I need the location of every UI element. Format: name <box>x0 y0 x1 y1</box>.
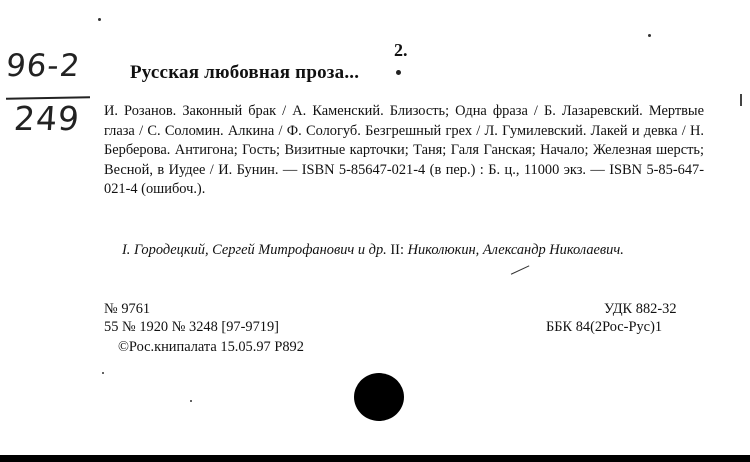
edge-mark <box>740 94 742 106</box>
added-entry-2-label: II: <box>390 242 404 258</box>
handwritten-shelfmark-top: 96-2 <box>4 48 83 84</box>
punch-hole <box>354 373 404 421</box>
speck <box>648 34 651 37</box>
entry-number: 2. <box>394 40 408 60</box>
added-entry-1: I. Городецкий, Сергей Митрофанович и др. <box>122 242 387 258</box>
udc-code: УДК 882-32 <box>604 301 677 317</box>
card-bottom-edge <box>0 455 750 462</box>
registration-numbers: 55 № 1920 № 3248 [97-9719] <box>104 319 279 335</box>
added-entry-2: Николюкин, Александр Николаевич. <box>407 242 624 258</box>
ink-dot <box>396 70 401 75</box>
added-entries <box>104 241 704 261</box>
book-title: Русская любовная проза... <box>130 62 360 83</box>
speck <box>190 400 192 402</box>
copyright-line: ©Рос.книпалата 15.05.97 P892 <box>118 339 304 355</box>
speck <box>98 18 101 21</box>
handwritten-shelfmark-bottom: 249 <box>12 99 82 138</box>
record-number: № 9761 <box>104 301 151 317</box>
contents-note: И. Розанов. Законный брак / А. Каменский. Близость; Одна фраза / Б. Лазаревский. Мертвые глаза / С. Соломин. Алкина / Ф. Сологуб. Безгрешный грех / Л. Гумилевский. Лакей и девка / Н. Берберова. Антигона; Гость; Визитные карточки; Таня; Галя Ганская; Начало; Железная шерсть; Весной, в Иудее / И. Бунин. — ISBN 5-85647-021-4 (в пер.) : Б. ц., 11000 экз. — ISBN 5-85-647-021-4 (ошибоч.). <box>104 103 704 197</box>
speck <box>102 372 104 374</box>
bbk-code: ББК 84(2Рос-Рус)1 <box>546 319 663 335</box>
